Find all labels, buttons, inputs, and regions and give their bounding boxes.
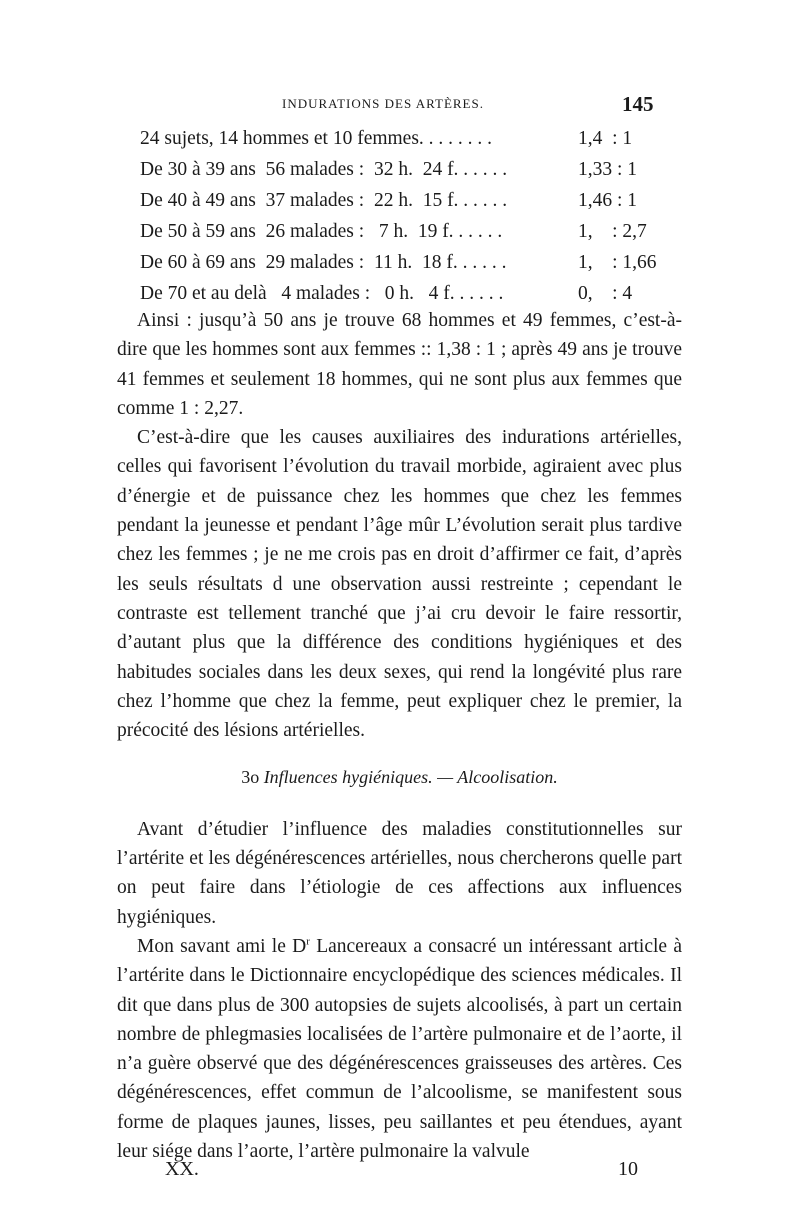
- stat-ratio: 1, : 2,7: [578, 221, 647, 242]
- stat-label: De 50 à 59 ans 26 malades : 7 h. 19 f. . . . . .: [140, 221, 503, 242]
- stat-ratio: 0, : 4: [578, 283, 633, 304]
- stat-row: [140, 190, 680, 221]
- running-title: INDURATIONS DES ARTÈRES.: [282, 96, 484, 111]
- stat-ratio: 1,33 : 1: [578, 159, 638, 180]
- stat-label: 24 sujets, 14 hommes et 10 femmes. . . . . . . .: [140, 128, 493, 149]
- paragraph-ainsi: Ainsi : jusqu’à 50 ans je trouve 68 hommes et 49 femmes, c’est-à-dire que les hommes sont aux femmes :: 1,38 : 1 ; après 49 ans je trouve 41 femmes et seulement 18 hommes, qui ne sont plus aux femmes que comme 1 : 2,27.: [117, 310, 682, 419]
- statistics-table: [140, 128, 680, 314]
- body-text: [117, 306, 682, 1166]
- stat-ratio: 1,4 : 1: [578, 128, 633, 149]
- stat-label: De 30 à 39 ans 56 malades : 32 h. 24 f. . . . . .: [140, 159, 508, 180]
- paragraph-causes: C’est-à-dire que les causes auxiliaires des indurations artérielles, celles qui favorisent l’évolution du travail morbide, agiraient avec plus d’énergie et de puissance chez les hommes que chez les femmes pendant la jeunesse et pendant l’âge mûr L’évolution serait plus tardive chez les femmes ; je ne me crois pas en droit d’affirmer ce fait, d’après les seuls résultats d une observation aussi restreinte ; cependant le contraste est tellement tranché que j’ai cru devoir le faire ressortir, d’autant plus que la différence des conditions hygiéniques et des habitudes sociales dans les deux sexes, qui rend la longévité plus rare chez l’homme que chez la femme, peut expliquer chez le premier, la précocité des lésions artérielles.: [117, 427, 682, 742]
- printer-signature: [0, 1158, 800, 1188]
- stat-row: [140, 128, 680, 159]
- paragraph-lancereaux-start: Mon savant ami le D: [137, 935, 307, 957]
- page-number: 145: [622, 92, 654, 116]
- stat-label: De 70 et au delà 4 malades : 0 h. 4 f. . . . . .: [140, 283, 504, 304]
- paragraph-lancereaux: [117, 932, 682, 1166]
- section-number: 3o: [241, 767, 260, 788]
- stat-row: [140, 221, 680, 252]
- signature-number: 10: [618, 1158, 638, 1180]
- doctor-superscript: r: [306, 935, 310, 948]
- signature-mark: XX.: [165, 1158, 199, 1180]
- paragraph-avant: Avant d’étudier l’influence des maladies constitutionnelles sur l’artérite et les dégénérescences artérielles, nous chercherons quelle part on peut faire dans l’étiologie de ces affections aux influences hygiéniques.: [117, 818, 682, 928]
- stat-label: De 60 à 69 ans 29 malades : 11 h. 18 f. . . . . .: [140, 252, 507, 273]
- stat-row: [140, 159, 680, 190]
- stat-row: [140, 252, 680, 283]
- section-heading: [117, 763, 682, 792]
- stat-label: De 40 à 49 ans 37 malades : 22 h. 15 f. . . . . .: [140, 190, 508, 211]
- stat-ratio: 1,46 : 1: [578, 190, 638, 211]
- stat-ratio: 1, : 1,66: [578, 252, 657, 273]
- running-head: [0, 92, 800, 116]
- paragraph-lancereaux-rest: Lancereaux a consacré un intéressant article à l’artérite dans le Dictionnaire encyclopédique des sciences médicales. Il dit que dans plus de 300 autopsies de sujets alcoolisés, à part un certain nombre de phlegmasies localisées de l’artère pulmonaire et de l’aorte, il n’a guère observé que des dégénérescences graisseuses des artères. Ces dégénérescences, effet commun de l’alcoolisme, se manifestent sous forme de plaques jaunes, lisses, peu saillantes et peu étendues, ayant leur siége dans l’aorte, l’artère pulmonaire la valvule: [117, 935, 682, 1163]
- section-title: Influences hygiéniques. — Alcoolisation.: [263, 767, 558, 788]
